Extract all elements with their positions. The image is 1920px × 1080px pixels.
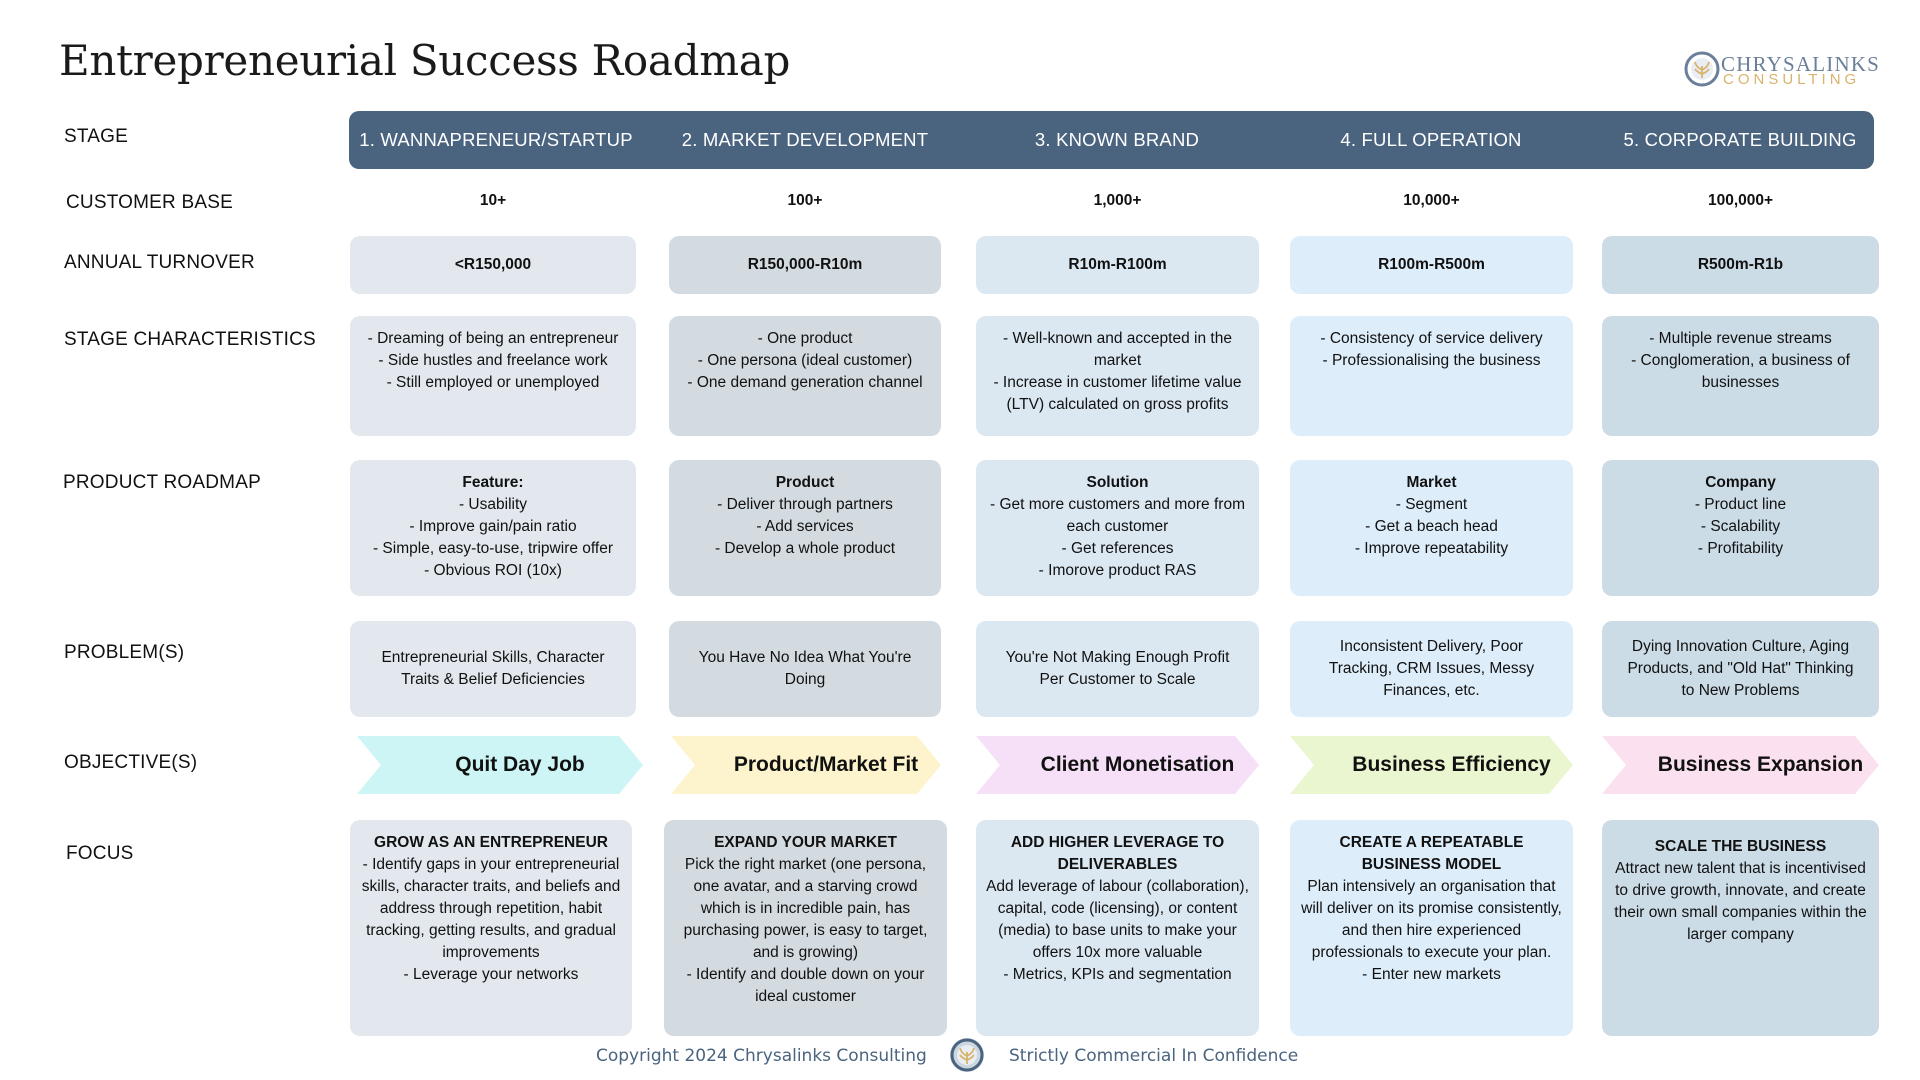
- stage-name: 1. WANNAPRENEUR/STARTUP: [359, 129, 633, 150]
- characteristic-item: - One persona (ideal customer): [697, 352, 913, 369]
- roadmap-heading: Solution: [1086, 474, 1149, 491]
- label-problems: PROBLEM(S): [64, 642, 185, 663]
- focus-heading: EXPAND YOUR MARKET: [714, 834, 897, 851]
- roadmap-cell: [669, 460, 941, 596]
- characteristic-item: - Consistency of service delivery: [1320, 330, 1543, 347]
- turnover-cell: [1290, 236, 1573, 294]
- stage-name: 5. CORPORATE BUILDING: [1623, 129, 1857, 150]
- focus-cell: [664, 820, 947, 1036]
- roadmap-heading: Market: [1406, 474, 1457, 491]
- objective-text: Product/Market Fit: [733, 753, 919, 776]
- roadmap-item: - Get more customers and more from each customer: [990, 496, 1245, 535]
- label-focus: FOCUS: [66, 843, 134, 864]
- focus-text: Pick the right market (one persona, one avatar, and a starving crowd which is in incredible pain, has purchasing power, is easy to target, and is growing) - Identify and double down on your ideal customer: [683, 856, 928, 1005]
- customer-base-value: 100,000+: [1707, 192, 1774, 209]
- roadmap-heading: Feature:: [462, 474, 524, 491]
- customer-base-value: 1,000+: [1093, 192, 1142, 209]
- turnover-value: R150,000-R10m: [747, 256, 863, 273]
- problem-text: Entrepreneurial Skills, Character Traits & Belief Deficiencies: [381, 649, 605, 688]
- characteristic-item: - One demand generation channel: [687, 374, 923, 391]
- focus-cell: [350, 820, 632, 1036]
- footer-copyright: Copyright 2024 Chrysalinks Consulting: [596, 1046, 927, 1066]
- roadmap-item: - Product line: [1694, 496, 1787, 513]
- footer-confidentiality: Strictly Commercial In Confidence: [1009, 1046, 1299, 1066]
- characteristic-item: - Multiple revenue streams: [1649, 330, 1832, 347]
- roadmap-item: - Improve gain/pain ratio: [409, 518, 577, 535]
- characteristics-cell: [976, 316, 1259, 436]
- roadmap-heading: Company: [1705, 474, 1776, 491]
- turnover-value: R10m-R100m: [1068, 256, 1167, 273]
- roadmap-item: - Get a beach head: [1365, 518, 1498, 535]
- characteristics-cell: [669, 316, 941, 436]
- turnover-cell: [976, 236, 1259, 294]
- roadmap-item: - Usability: [458, 496, 528, 513]
- characteristic-item: - Still employed or unemployed: [386, 374, 600, 391]
- focus-text: Plan intensively an organisation that will deliver on its promise consistently, and then hire experienced professionals to execute your plan. - Enter new markets: [1301, 878, 1562, 983]
- characteristics-cell: [350, 316, 636, 436]
- turnover-cell: [1602, 236, 1879, 294]
- customer-base-value: 10+: [479, 192, 507, 209]
- logo-name: CHRYSALINKS: [1721, 52, 1881, 76]
- problem-text: You Have No Idea What You're Doing: [698, 649, 912, 688]
- roadmap-item: - Get references: [1061, 540, 1174, 557]
- roadmap-item: - Deliver through partners: [717, 496, 893, 513]
- objective-chevron: [671, 736, 941, 794]
- objective-chevron: [357, 736, 643, 794]
- objective-chevron: [1602, 736, 1879, 794]
- problem-cell: [976, 621, 1259, 717]
- roadmap-item: - Profitability: [1697, 540, 1784, 557]
- roadmap-cell: [350, 460, 636, 596]
- problem-text: Inconsistent Delivery, Poor Tracking, CRM Issues, Messy Finances, etc.: [1328, 638, 1535, 699]
- label-stage: STAGE: [64, 126, 128, 147]
- focus-heading: ADD HIGHER LEVERAGE TO DELIVERABLES: [1010, 834, 1225, 873]
- roadmap-item: - Segment: [1395, 496, 1468, 513]
- turnover-value: R100m-R500m: [1378, 256, 1485, 273]
- focus-cell: [976, 820, 1259, 1036]
- chrysalis-logo-icon: [1683, 50, 1721, 88]
- characteristics-cell: [1602, 316, 1879, 436]
- label-customer-base: CUSTOMER BASE: [66, 192, 233, 213]
- roadmap-cell: [1602, 460, 1879, 596]
- characteristic-item: - Side hustles and freelance work: [378, 352, 608, 369]
- label-annual-turnover: ANNUAL TURNOVER: [64, 252, 255, 273]
- logo-subtitle: CONSULTING: [1723, 71, 1861, 88]
- characteristic-item: - Increase in customer lifetime value (LTV) calculated on gross profits: [993, 374, 1242, 413]
- characteristic-item: - Conglomeration, a business of businesses: [1631, 352, 1850, 391]
- focus-text: Attract new talent that is incentivised to drive growth, innovate, and create their own small companies within the larger company: [1614, 860, 1867, 943]
- roadmap-item: - Obvious ROI (10x): [424, 562, 562, 579]
- focus-cell: [1290, 820, 1573, 1036]
- objective-text: Client Monetisation: [1040, 753, 1235, 776]
- customer-base-value: 10,000+: [1403, 192, 1460, 209]
- company-logo: [1683, 48, 1881, 88]
- customer-base-value: 100+: [787, 192, 823, 209]
- chrysalis-logo-icon: [948, 1036, 986, 1074]
- roadmap-item: - Develop a whole product: [714, 540, 896, 557]
- characteristic-item: - Professionalising the business: [1322, 352, 1541, 369]
- problem-cell: [1290, 621, 1573, 717]
- objective-chevron: [1290, 736, 1573, 794]
- label-product-roadmap: PRODUCT ROADMAP: [63, 472, 261, 493]
- focus-text: Add leverage of labour (collaboration), capital, code (licensing), or content (media) to base units to make your offers 10x more valuable - Metrics, KPIs and segmentation: [986, 878, 1249, 983]
- turnover-cell: [669, 236, 941, 294]
- characteristics-cell: [1290, 316, 1573, 436]
- problem-text: You're Not Making Enough Profit Per Customer to Scale: [1005, 649, 1230, 688]
- label-objectives: OBJECTIVE(S): [64, 752, 198, 773]
- characteristic-item: - Dreaming of being an entrepreneur: [367, 330, 619, 347]
- page-title: Entrepreneurial Success Roadmap: [59, 36, 791, 85]
- objective-text: Quit Day Job: [455, 753, 585, 776]
- characteristic-item: - One product: [757, 330, 853, 347]
- problem-text: Dying Innovation Culture, Aging Products, and "Old Hat" Thinking to New Problems: [1627, 638, 1854, 699]
- problem-cell: [350, 621, 636, 717]
- focus-heading: SCALE THE BUSINESS: [1654, 838, 1827, 855]
- focus-heading: CREATE A REPEATABLE BUSINESS MODEL: [1339, 834, 1524, 873]
- roadmap-cell: [1290, 460, 1573, 596]
- focus-text: - Identify gaps in your entrepreneurial skills, character traits, and beliefs and address through repetition, habit tracking, getting results, and gradual improvements - Leverage your networks: [361, 856, 621, 983]
- label-stage-characteristics: STAGE CHARACTERISTICS: [64, 329, 316, 350]
- objective-text: Business Expansion: [1657, 753, 1864, 776]
- roadmap-cell: [976, 460, 1259, 596]
- stage-name: 3. KNOWN BRAND: [1034, 129, 1200, 150]
- roadmap-heading: Product: [775, 474, 835, 491]
- turnover-value: R500m-R1b: [1697, 256, 1784, 273]
- roadmap-item: - Simple, easy-to-use, tripwire offer: [372, 540, 614, 557]
- turnover-cell: [350, 236, 636, 294]
- roadmap-item: - Scalability: [1700, 518, 1781, 535]
- characteristic-item: - Well-known and accepted in the market: [1003, 330, 1232, 369]
- focus-cell: [1602, 820, 1879, 1036]
- stage-name: 2. MARKET DEVELOPMENT: [681, 129, 929, 150]
- problem-cell: [669, 621, 941, 717]
- objective-chevron: [976, 736, 1259, 794]
- focus-heading: GROW AS AN ENTREPRENEUR: [374, 834, 608, 851]
- roadmap-item: - Add services: [756, 518, 854, 535]
- roadmap-item: - Imorove product RAS: [1038, 562, 1197, 579]
- roadmap-item: - Improve repeatability: [1354, 540, 1509, 557]
- objective-text: Business Efficiency: [1352, 753, 1551, 776]
- stage-name: 4. FULL OPERATION: [1340, 129, 1522, 150]
- turnover-value: <R150,000: [454, 256, 532, 273]
- problem-cell: [1602, 621, 1879, 717]
